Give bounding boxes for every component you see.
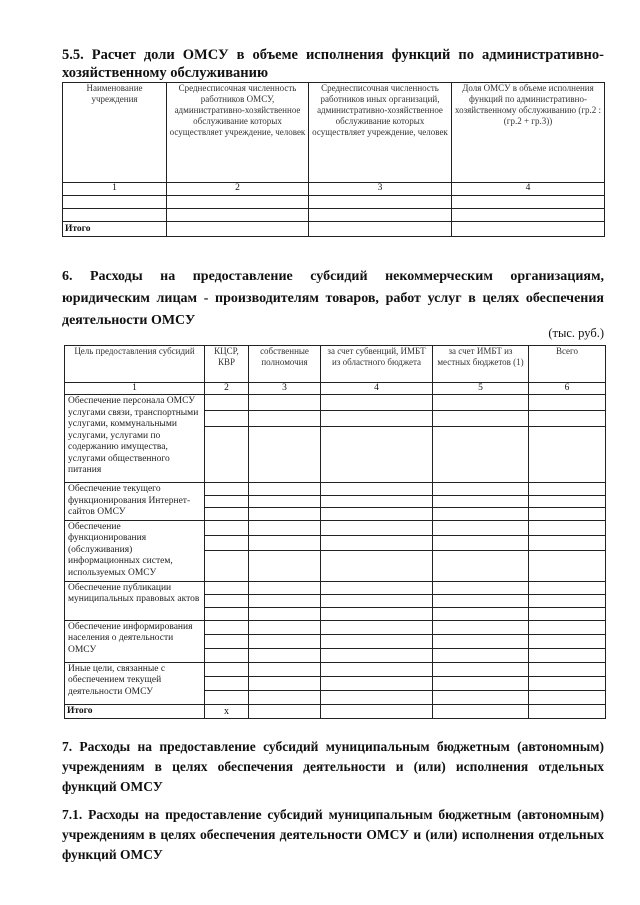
total-label: Итого: [65, 704, 205, 718]
subsidies-table: [64, 345, 606, 719]
col-header-kcsr: КЦСР, КВР: [205, 346, 249, 383]
table-row: [65, 581, 606, 620]
table-row: [65, 704, 606, 718]
table-row: [63, 209, 605, 222]
col-number: 3: [249, 383, 321, 395]
col-number: 2: [167, 183, 309, 196]
col-header-omsu-staff: Среднесписочная численность работников ОМСУ, административно-хозяйственное обслуживание которых осуществляет учреждение, человек: [167, 83, 309, 183]
table-row: [65, 483, 606, 521]
purpose-cell: Обеспечение информирования населения о деятельности ОМСУ: [65, 620, 205, 662]
col-number: 4: [452, 183, 605, 196]
purpose-cell: Обеспечение публикации муниципальных правовых актов: [65, 581, 205, 620]
total-x-mark: x: [205, 704, 249, 718]
col-number: 3: [309, 183, 452, 196]
col-header-own-powers: собственные полномочия: [249, 346, 321, 383]
col-number: 1: [63, 183, 167, 196]
section-6-heading: 6. Расходы на предоставление субсидий некоммерческим организациям, юридическим лицам - производителям товаров, работ услуг в целях обеспечения деятельности ОМСУ: [62, 269, 604, 328]
section-5-5-heading: 5.5. Расчет доли ОМСУ в объеме исполнения функций по административно-хозяйственному обслуживанию: [62, 47, 604, 81]
col-number: 6: [529, 383, 606, 395]
col-header-institution: Наименование учреждения: [63, 83, 167, 183]
col-number: 4: [321, 383, 433, 395]
table-row: [65, 520, 606, 581]
table-row: [65, 620, 606, 662]
section-7-heading: 7. Расходы на предоставление субсидий муниципальным бюджетным (автономным) учреждениям в целях обеспечения деятельности и (или) исполнения отдельных функций ОМСУ: [62, 739, 604, 794]
col-number: 1: [65, 383, 205, 395]
purpose-cell: Обеспечение текущего функционирования Интернет-сайтов ОМСУ: [65, 483, 205, 521]
col-header-share: Доля ОМСУ в объеме исполнения функций по административно-хозяйственному обслуживанию (гр.2 : (гр.2 + гр.3)): [452, 83, 605, 183]
section-7-1-heading: 7.1. Расходы на предоставление субсидий муниципальным бюджетным (автономным) учреждениям в целях обеспечения деятельности ОМСУ и (или) исполнения отдельных функций ОМСУ: [62, 807, 604, 862]
total-label: Итого: [63, 222, 167, 237]
col-header-total: Всего: [529, 346, 606, 383]
col-number: 5: [433, 383, 529, 395]
units-label: (тыс. руб.): [548, 326, 604, 340]
col-number: 2: [205, 383, 249, 395]
omsu-share-table: [62, 82, 605, 237]
table-row: [63, 196, 605, 209]
col-header-purpose: Цель предоставления субсидий: [65, 346, 205, 383]
purpose-cell: Иные цели, связанные с обеспечением текущей деятельности ОМСУ: [65, 662, 205, 704]
purpose-cell: Обеспечение персонала ОМСУ услугами связи, транспортными услугами, коммунальными услугами, услугами по содержанию имущества, услугами общественного питания: [65, 395, 205, 483]
col-header-other-staff: Среднесписочная численность работников иных организаций, административно-хозяйственное обслуживание которых осуществляет учреждение, человек: [309, 83, 452, 183]
purpose-cell: Обеспечение функционирования (обслуживания) информационных систем, используемых ОМСУ: [65, 520, 205, 581]
table-row: [65, 395, 606, 483]
col-header-local: за счет ИМБТ из местных бюджетов (1): [433, 346, 529, 383]
col-header-regional: за счет субвенций, ИМБТ из областного бюджета: [321, 346, 433, 383]
table-row: [65, 662, 606, 704]
